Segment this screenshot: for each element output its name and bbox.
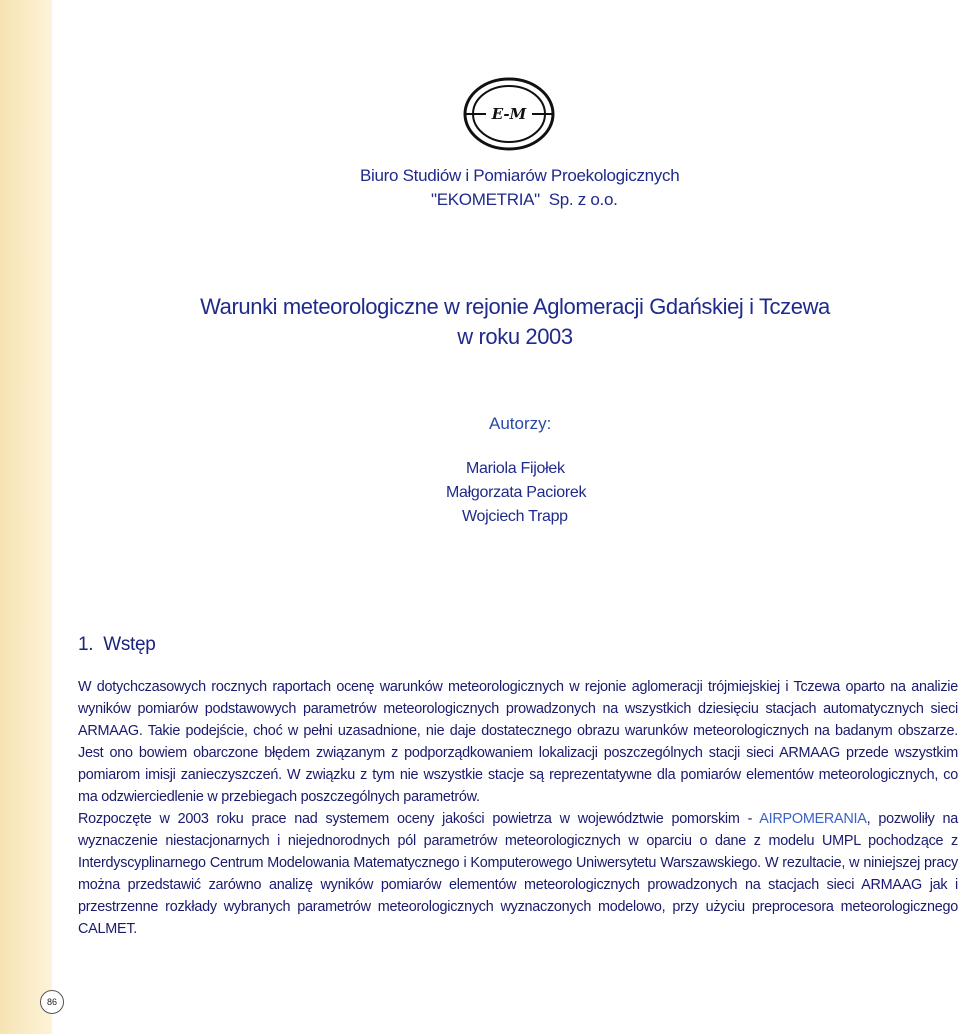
paragraph-1: W dotychczasowych rocznych raportach ocenę warunków meteorologicznych w rejonie aglomeracji trójmiejskiej i Tczewa oparto na analizie wyników pomiarów podstawowych parametrów meteorologicznych prowadzonych na wszystkich dziesięciu stacjach automatycznych sieci ARMAAG. Takie podejście, choć w pełni uzasadnione, nie daje dostatecznego obrazu warunków meteorologicznych na badanym obszarze. Jest ono bowiem obarczone błędem związanym z podporządkowaniem lokalizacji poszczególnych stacji sieci ARMAAG przede wszystkim pomiarom imisji zanieczyszczeń. W związku z tym nie wszystkie stacje są reprezentatywne dla pomiarów elementów meteorologicznych, co ma odzwierciedlenie w przebiegach poszczególnych parametrów. — [78, 679, 958, 805]
page-margin-strip — [0, 0, 52, 1034]
company-name-line-2: "EKOMETRIA" Sp. z o.o. — [431, 190, 618, 209]
company-logo — [462, 76, 556, 152]
logo-text: E-M — [491, 105, 527, 123]
paragraph-2 — [78, 808, 958, 940]
authors-label: Autorzy: — [489, 414, 552, 433]
author-name: Mariola Fijołek — [466, 460, 565, 477]
author-name: Małgorzata Paciorek — [446, 484, 587, 501]
report-title-line-1: Warunki meteorologiczne w rejonie Aglomeracji Gdańskiej i Tczewa — [200, 294, 830, 319]
company-name-line-1: Biuro Studiów i Pomiarów Proekologicznych — [360, 166, 680, 185]
paragraph-2-text: Rozpoczęte w 2003 roku prace nad systemem oceny jakości powietrza w województwie pomorskim - — [78, 811, 760, 827]
section-heading: 1. Wstęp — [78, 634, 156, 655]
paragraph-2-text-cont: , pozwoliły na wyznaczenie niestacjonarnych i niejednorodnych pól parametrów meteorologicznych w oparciu o dane z modelu UMPL pochodzące z Interdyscyplinarnego Centrum Modelowania Matematycznego i Komputerowego Uniwersytetu Warszawskiego. W rezultacie, w niniejszej pracy można przedstawić zarówno analizę wyników pomiarów elementów meteorologicznych prowadzonych na stacjach sieci ARMAAG jak i przestrzenne rozkłady wybranych parametrów meteorologicznych wyznaczonych modelowo, przy użyciu preprocesora meteorologicznego CALMET. — [78, 811, 958, 937]
page-number-badge: 86 — [40, 990, 64, 1014]
airpomerania-link[interactable]: AIRPOMERANIA — [759, 811, 867, 827]
section-body — [78, 676, 958, 940]
report-title-line-2: w roku 2003 — [457, 324, 573, 349]
author-name: Wojciech Trapp — [462, 508, 568, 525]
